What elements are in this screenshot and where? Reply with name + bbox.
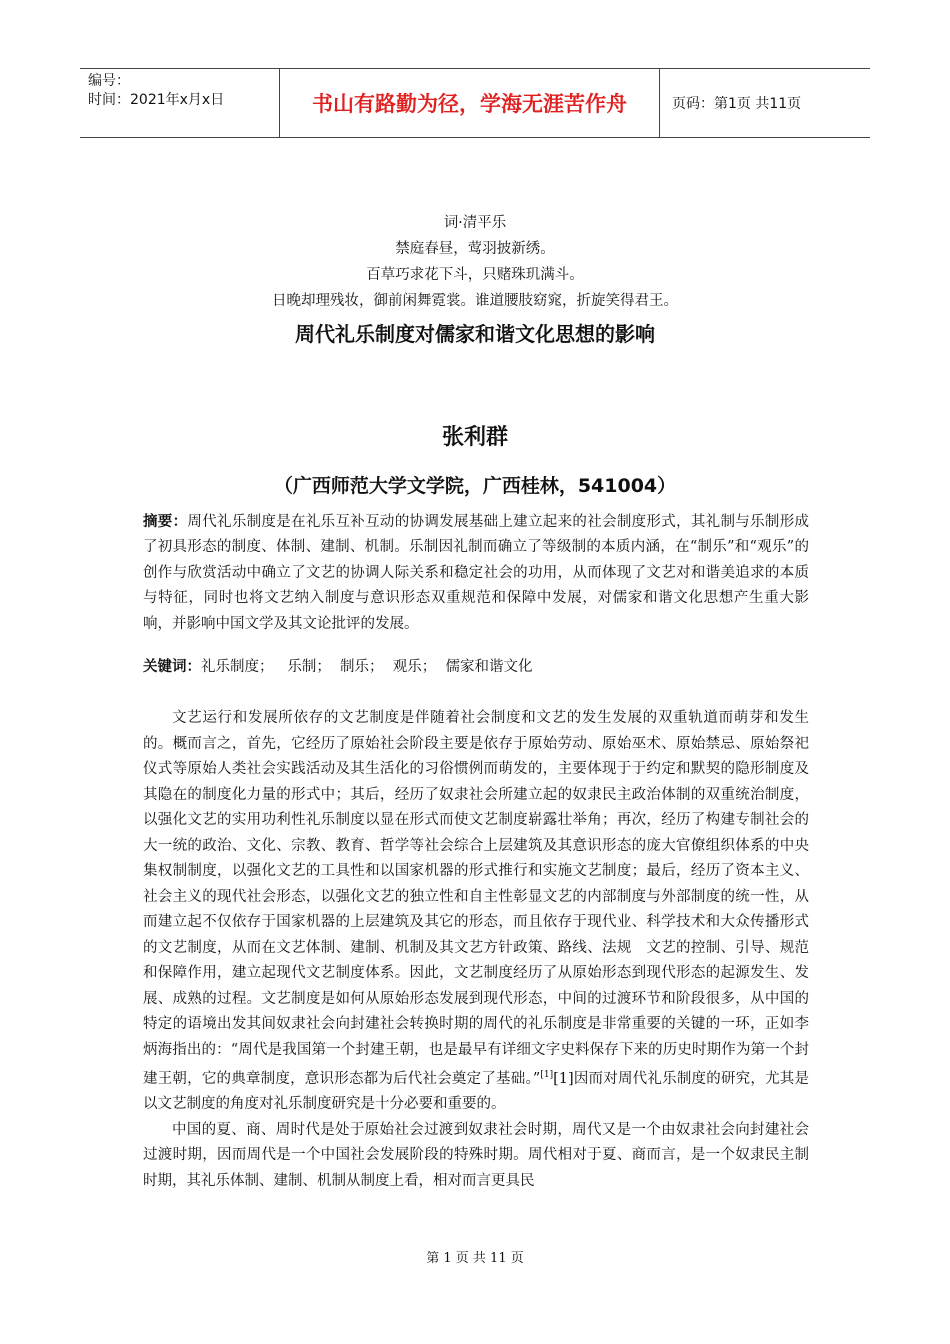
keywords-label: 关键词： bbox=[143, 659, 201, 675]
article-title: 周代礼乐制度对儒家和谐文化思想的影响 bbox=[295, 322, 655, 346]
date-label: 时间：2021年x月x日 bbox=[88, 92, 225, 108]
article-author: 张利群 bbox=[441, 425, 508, 450]
paragraph bbox=[143, 706, 809, 1118]
abstract-text: 周代礼乐制度是在礼乐互补互动的协调发展基础上建立起来的社会制度形式，其礼制与乐制形成了初具形态的制度、体制、建制、机制。乐制因礼制而确立了等级制的本质内涵，在“制乐”和“观乐”的创作与欣赏活动中确立了文艺的协调人际关系和稳定社会的功用，从而体现了文艺对和谐美追求的本质与特征，同时也将文艺纳入制度与意识形态双重规范和保障中发展，对儒家和谐文化思想产生重大影响，并影响中国文学及其文论批评的发展。 bbox=[143, 514, 809, 632]
page-header bbox=[80, 68, 870, 138]
paragraph: 中国的夏、商、周时代是处于原始社会过渡到奴隶社会时期，周代又是一个由奴隶社会向封建社会过渡时期，因而周代是一个中国社会发展阶段的特殊时期。周代相对于夏、商而言，是一个奴隶民主制时期，其礼乐体制、建制、机制从制度上看，相对而言更具民 bbox=[143, 1121, 809, 1189]
poem-title: 词·清平乐 bbox=[443, 215, 507, 231]
keywords-text: 礼乐制度； 乐制； 制乐； 观乐； 儒家和谐文化 bbox=[201, 659, 533, 675]
poem-block bbox=[0, 210, 950, 314]
header-page-info: 页码：第1页 共11页 bbox=[672, 96, 802, 112]
keywords bbox=[143, 655, 809, 680]
number-label: 编号： bbox=[88, 73, 130, 89]
abstract-label: 摘要： bbox=[143, 514, 188, 530]
header-meta bbox=[80, 69, 280, 137]
abstract bbox=[143, 510, 809, 637]
citation-superscript: [1] bbox=[540, 1070, 554, 1080]
header-motto: 书山有路勤为径，学海无涯苦作舟 bbox=[280, 69, 660, 137]
poem-line: 禁庭春昼，莺羽披新绣。 bbox=[395, 241, 555, 257]
paragraph-text: 文艺运行和发展所依存的文艺制度是伴随着社会制度和文艺的发生发展的双重轨道而萌芽和发生的。概而言之，首先，它经历了原始社会阶段主要是依存于原始劳动、原始巫术、原始禁忌、原始祭祀仪式等原始人类社会实践活动及其生活化的习俗惯例而萌发的，主要体现于于约定和默契的隐形制度及其隐在的制度化力量的形式中；其后，经历了奴隶社会所建立起的奴隶民主政治体制的双重统治制度，以强化文艺的实用功利性礼乐制度以显在形式而使文艺制度崭露壮举角；再次，经历了构建专制社会的大一统的政治、文化、宗教、教育、哲学等社会综合上层建筑及其意识形态的庞大官僚组织体系的中央集权制制度，以强化文艺的工具性和以国家机器的形式推行和实施文艺制度；最后，经历了资本主义、社会主义的现代社会形态，以强化文艺的独立性和自主性彰显文艺的内部制度与外部制度的统一性，从而建立起不仅依存于国家机器的上层建筑及其它的形态，而且依存于现代业、科学技术和大众传播形式的文艺制度，从而在文艺体制、建制、机制及其文艺方针政策、路线、法规 文艺的控制、引导、规范和保障作用，建立起现代文艺制度体系。因此，文艺制度经历了从原始形态到现代形态的起源发生、发展、成熟的过程。文艺制度是如何从原始形态发展到现代形态，中间的过渡环节和阶段很多，从中国的特定的语境出发其间奴隶社会向封建社会转换时期的周代的礼乐制度是非常重要的关键的一环，正如李炳海指出的：“周代是我国第一个封建王朝，也是最早有详细文字史料保存下来的历史时期作为第一个封建王朝，它的典章制度，意识形态都为后代社会奠定了基础。” bbox=[143, 710, 809, 1087]
page-footer: 第 1 页 共 11 页 bbox=[426, 1251, 524, 1266]
poem-line: 日晚却理残妆，御前闲舞霓裳。谁道腰肢窈窕，折旋笑得君王。 bbox=[272, 293, 678, 309]
article-affiliation: （广西师范大学文学院，广西桂林，541004） bbox=[273, 475, 677, 497]
paragraph-text: [1]因而对周代礼乐制度的研究，尤其是以文艺制度的角度对礼乐制度研究是十分必要和重要的。 bbox=[143, 1070, 809, 1113]
article-body bbox=[143, 706, 809, 1194]
poem-line: 百草巧求花下斗，只赌珠玑满斗。 bbox=[366, 267, 584, 283]
